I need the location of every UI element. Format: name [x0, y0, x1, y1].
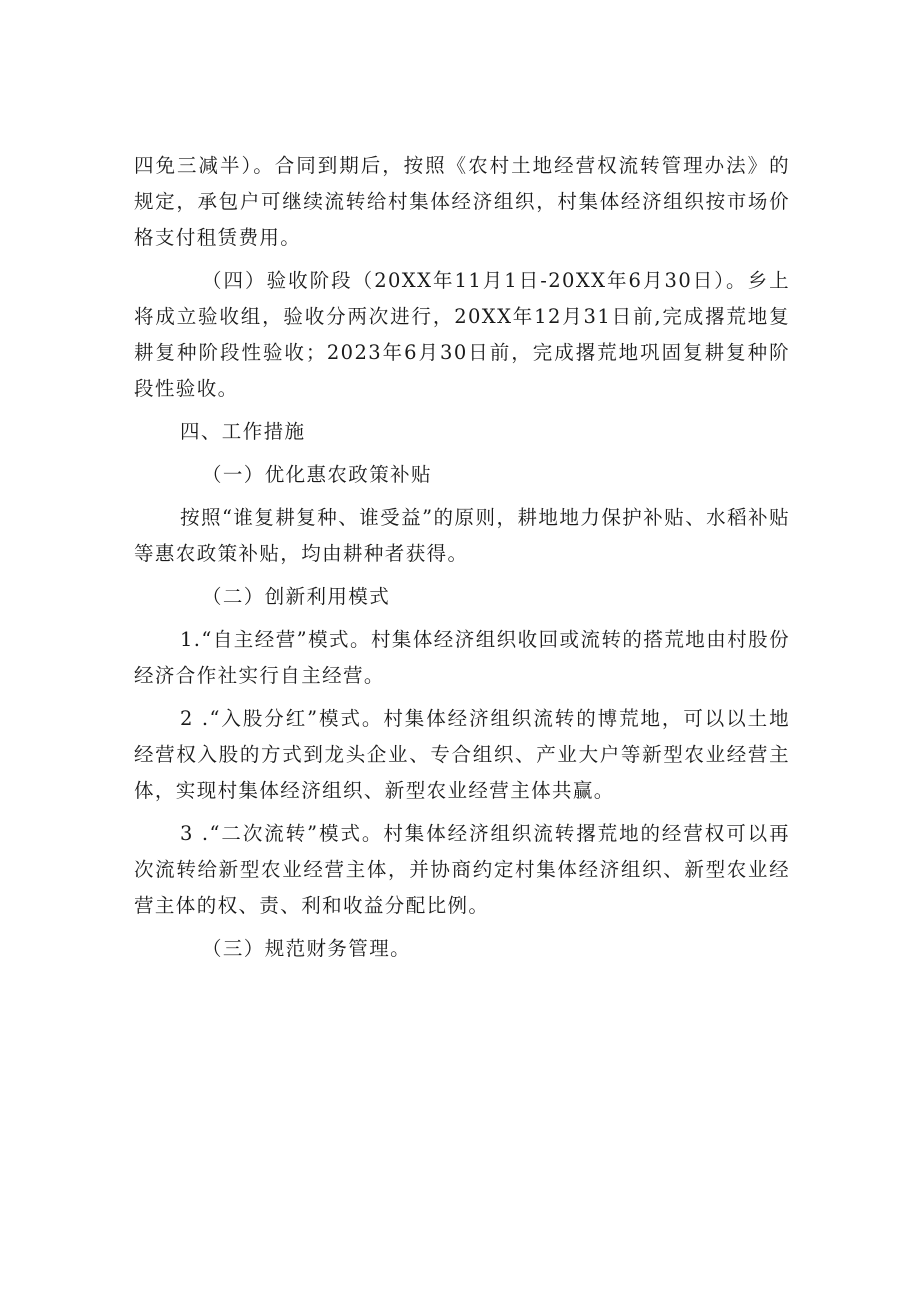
paragraph-mode-3: 3 .“二次流转”模式。村集体经济组织流转撂荒地的经营权可以再次流转给新型农业经营主体，并协商约定村集体经济组织、新型农业经营主体的权、责、利和收益分配比例。 — [134, 822, 790, 917]
paragraph-acceptance-stage: （四）验收阶段（20XX年11月1日-20XX年6月30日）。乡上将成立验收组，验收分两次进行，20XX年12月31日前,完成撂荒地复耕复种阶段性验收；2023年6月30日前，完成撂荒地巩固复耕复种阶段性验收。 — [134, 269, 790, 400]
paragraph-subsidy: 按照“谁复耕复种、谁受益”的原则，耕地地力保护补贴、水稻补贴等惠农政策补贴，均由耕种者获得。 — [134, 506, 790, 565]
section-heading-work-measures: 四、工作措施 — [180, 420, 306, 443]
subheading-utilization-mode: （二）创新利用模式 — [202, 585, 391, 608]
subheading-finance: （三）规范财务管理。 — [202, 937, 412, 960]
subheading-subsidy: （一）优化惠农政策补贴 — [202, 463, 432, 486]
paragraph-mode-1: 1.“自主经营”模式。村集体经济组织收回或流转的搭荒地由村股份经济合作社实行自主经营。 — [134, 628, 790, 687]
paragraph-continuation: 四免三减半）。合同到期后，按照《农村土地经营权流转管理办法》的规定，承包户可继续流转给村集体经济组织，村集体经济组织按市场价格支付租赁费用。 — [134, 154, 790, 249]
document-page — [134, 148, 790, 974]
paragraph-mode-2: 2 .“入股分红”模式。村集体经济组织流转的博荒地，可以以土地经营权入股的方式到龙头企业、专合组织、产业大户等新型农业经营主体，实现村集体经济组织、新型农业经营主体共赢。 — [134, 707, 790, 802]
